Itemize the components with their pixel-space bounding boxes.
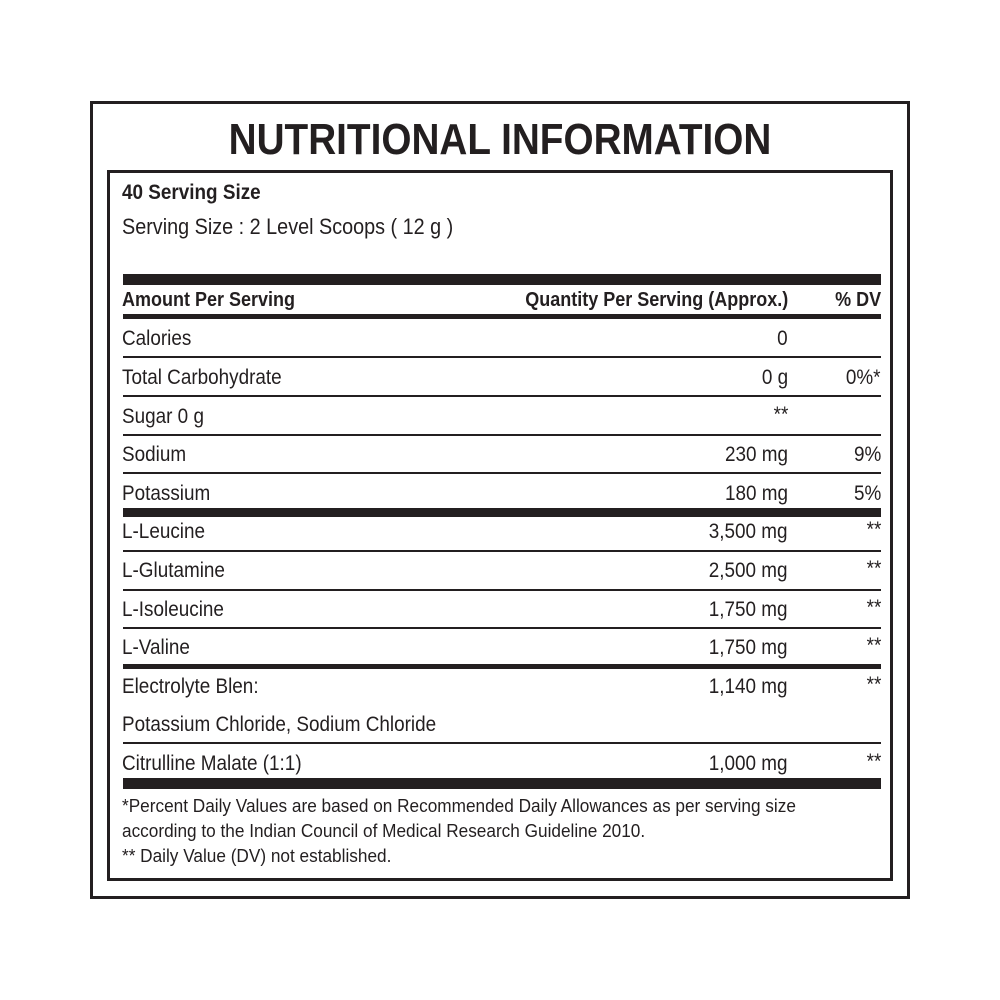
row-qty: 1,750 mg: [709, 636, 788, 659]
row-divider: [123, 589, 881, 591]
row-dv: 9%: [853, 443, 881, 466]
row-name: L-Valine: [122, 636, 190, 659]
row-name: Total Carbohydrate: [122, 366, 282, 389]
serving-count: 40 Serving Size: [122, 181, 261, 204]
section-rule: [123, 664, 881, 669]
row-divider: [123, 742, 881, 744]
row-qty: **: [773, 403, 788, 426]
section-thick-rule: [123, 508, 881, 517]
top-thick-rule: [123, 274, 881, 285]
header-amount-per-serving: Amount Per Serving: [122, 289, 296, 311]
header-rule: [123, 314, 881, 319]
row-qty: 1,750 mg: [709, 598, 788, 621]
serving-size: Serving Size : 2 Level Scoops ( 12 g ): [122, 214, 454, 239]
row-dv: 0%*: [846, 366, 881, 389]
row-dv: **: [866, 596, 881, 619]
row-name: Electrolyte Blen:: [122, 675, 259, 698]
row-dv: **: [866, 634, 881, 657]
row-qty: 2,500 mg: [709, 559, 788, 582]
row-name: Potassium: [122, 482, 211, 505]
row-dv: 5%: [853, 482, 881, 505]
header-quantity: Quantity Per Serving (Approx.): [524, 289, 788, 311]
row-name: Citrulline Malate (1:1): [122, 752, 302, 775]
row-qty: 0 g: [761, 366, 788, 389]
row-divider: [123, 356, 881, 358]
row-name: L-Isoleucine: [122, 598, 224, 621]
row-dv: **: [866, 557, 881, 580]
row-name: L-Leucine: [122, 520, 206, 543]
row-name: Potassium Chloride, Sodium Chloride: [122, 713, 437, 736]
row-divider: [123, 627, 881, 629]
row-name: Calories: [122, 327, 192, 350]
row-qty: 230 mg: [724, 443, 788, 466]
footnote-dv-basis: *Percent Daily Values are based on Recommended Daily Allowances as per serving size: [122, 795, 796, 816]
nutrition-facts-panel: [107, 170, 893, 881]
footnote-icmr-guideline: according to the Indian Council of Medical Research Guideline 2010.: [122, 820, 646, 841]
row-divider: [123, 550, 881, 552]
row-name: Sugar 0 g: [122, 405, 204, 428]
row-dv: **: [866, 673, 881, 696]
row-qty: 3,500 mg: [709, 520, 788, 543]
row-divider: [123, 395, 881, 397]
bottom-thick-rule: [123, 778, 881, 789]
header-dv: % DV: [834, 289, 881, 311]
row-dv: **: [866, 518, 881, 541]
row-qty: 1,000 mg: [709, 752, 788, 775]
row-qty: 180 mg: [724, 482, 788, 505]
row-name: L-Glutamine: [122, 559, 225, 582]
row-qty: 0: [777, 327, 788, 350]
row-qty: 1,140 mg: [709, 675, 788, 698]
row-divider: [123, 434, 881, 436]
footnote-dv-not-established: ** Daily Value (DV) not established.: [122, 845, 392, 866]
label-title: NUTRITIONAL INFORMATION: [228, 115, 772, 164]
row-name: Sodium: [122, 443, 187, 466]
row-dv: **: [866, 750, 881, 773]
row-divider: [123, 472, 881, 474]
